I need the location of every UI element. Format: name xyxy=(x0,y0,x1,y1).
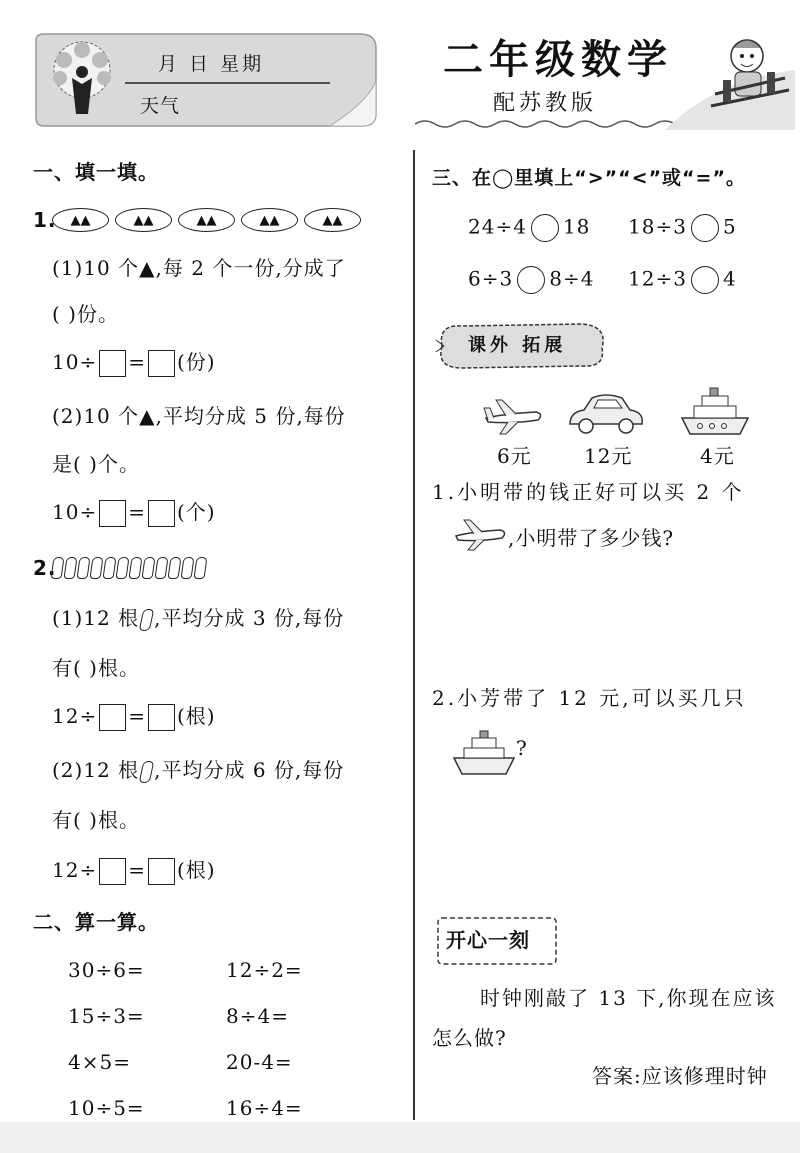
title-banner xyxy=(415,30,795,130)
date-weather-panel xyxy=(30,30,382,128)
compare-item: 18÷3 5 xyxy=(628,214,737,242)
q2-equation1 xyxy=(52,704,216,731)
calc-item: 4×5= xyxy=(68,1050,131,1074)
compare-circle[interactable] xyxy=(691,214,719,242)
section3-heading: 三、在◯里填上“>”“<”或“=”。 xyxy=(432,167,746,189)
q2-number: 2. xyxy=(33,556,57,580)
answer-box[interactable] xyxy=(99,350,126,377)
stick-icon xyxy=(115,557,129,579)
dividend: 12÷ xyxy=(52,858,98,882)
q1-part2-line1: (2)10 个▲,平均分成 5 份,每份 xyxy=(52,404,346,428)
equals-sign: = xyxy=(128,350,146,374)
fun-text-line1: 时钟刚敲了 13 下,你现在应该 xyxy=(480,986,777,1010)
car-icon xyxy=(566,390,646,440)
triangle-pair-icon: ▲▲ xyxy=(241,208,298,232)
triangle-pair-icon: ▲▲ xyxy=(304,208,361,232)
answer-box[interactable] xyxy=(148,858,175,885)
stick-icon xyxy=(180,557,194,579)
equals-sign: = xyxy=(128,500,146,524)
triangle-pair-icon: ▲▲ xyxy=(52,208,109,232)
equals-sign: = xyxy=(128,858,146,882)
ship-icon xyxy=(680,384,750,440)
stick-icon xyxy=(154,557,168,579)
price-label: 6元 xyxy=(497,444,532,468)
price-label: 4元 xyxy=(700,444,735,468)
unit-label: (份) xyxy=(176,350,216,374)
answer-box[interactable] xyxy=(148,350,175,377)
dividend: 10÷ xyxy=(52,500,98,524)
unit-label: (根) xyxy=(176,858,216,882)
triangle-pair-icon: ▲▲ xyxy=(178,208,235,232)
weather-label: 天气 xyxy=(140,95,181,117)
equals-sign: = xyxy=(128,704,146,728)
compare-item: 6÷3 8÷4 xyxy=(468,266,594,294)
stick-icon xyxy=(89,557,103,579)
unit-label: (根) xyxy=(176,704,216,728)
page-bottom-strip xyxy=(0,1122,800,1153)
airplane-icon xyxy=(452,516,508,554)
q1-number: 1. xyxy=(33,208,57,232)
triangle-pair-icon: ▲▲ xyxy=(115,208,172,232)
fun-badge: 开心一刻 xyxy=(446,928,530,952)
book-title: 二年级数学 xyxy=(443,37,673,83)
q2-part2-line2: 有( )根。 xyxy=(52,808,140,832)
sticks-row xyxy=(52,556,208,580)
airplane-icon xyxy=(482,396,544,438)
stick-icon xyxy=(193,557,207,579)
stick-icon xyxy=(63,557,77,579)
answer-box[interactable] xyxy=(99,858,126,885)
unit-label: (个) xyxy=(176,500,216,524)
stick-icon xyxy=(139,609,155,631)
tree-person-icon xyxy=(42,38,122,120)
extension-q2-line2: ? xyxy=(516,736,528,760)
compare-item: 12÷3 4 xyxy=(628,266,737,294)
calc-item: 8÷4= xyxy=(226,1004,289,1028)
calc-item: 15÷3= xyxy=(68,1004,145,1028)
stick-icon xyxy=(50,557,64,579)
q2-equation2 xyxy=(52,858,216,885)
extension-q1-line1: 1.小明带的钱正好可以买 2 个 xyxy=(432,480,745,504)
date-line: 月 日 星期 xyxy=(158,53,265,75)
answer-box[interactable] xyxy=(148,704,175,731)
q2-part1-line1: (1)12 根 ,平均分成 3 份,每份 xyxy=(52,606,345,630)
stick-icon xyxy=(167,557,181,579)
compare-item: 24÷4 18 xyxy=(468,214,590,242)
calc-item: 12÷2= xyxy=(226,958,303,982)
calc-item: 10÷5= xyxy=(68,1096,145,1120)
compare-circle[interactable] xyxy=(691,266,719,294)
fun-text-line2: 怎么做? xyxy=(432,1026,507,1050)
q1-equation1 xyxy=(52,350,216,377)
q1-part1-line1: (1)10 个▲,每 2 个一份,分成了 xyxy=(52,256,346,280)
q1-equation2 xyxy=(52,500,216,527)
calc-item: 16÷4= xyxy=(226,1096,303,1120)
answer-box[interactable] xyxy=(99,500,126,527)
stick-icon xyxy=(102,557,116,579)
extension-q2-line1: 2.小芳带了 12 元,可以买几只 xyxy=(432,686,747,710)
compare-circle[interactable] xyxy=(517,266,545,294)
answer-box[interactable] xyxy=(99,704,126,731)
stick-icon xyxy=(141,557,155,579)
dividend: 10÷ xyxy=(52,350,98,374)
dividend: 12÷ xyxy=(52,704,98,728)
column-divider xyxy=(413,150,415,1120)
section2-heading: 二、算一算。 xyxy=(33,910,159,934)
compare-circle[interactable] xyxy=(531,214,559,242)
triangle-groups xyxy=(52,206,367,234)
price-label: 12元 xyxy=(584,444,633,468)
section1-heading: 一、填一填。 xyxy=(33,160,159,184)
fun-answer: 答案:应该修理时钟 xyxy=(592,1064,768,1088)
q2-part1-line2: 有( )根。 xyxy=(52,656,140,680)
stick-icon xyxy=(139,761,155,783)
ship-icon xyxy=(452,728,516,780)
calc-item: 20-4= xyxy=(226,1050,293,1074)
extension-badge: 课外 拓展 xyxy=(468,335,567,356)
q1-part2-line2: 是( )个。 xyxy=(52,452,140,476)
calc-item: 30÷6= xyxy=(68,958,145,982)
book-subtitle: 配苏教版 xyxy=(493,91,598,116)
stick-icon xyxy=(76,557,90,579)
q2-part2-line1: (2)12 根 ,平均分成 6 份,每份 xyxy=(52,758,345,782)
q1-part1-line2: ( )份。 xyxy=(52,302,119,326)
stick-icon xyxy=(128,557,142,579)
extension-q1-line2: ,小明带了多少钱? xyxy=(508,526,675,550)
answer-box[interactable] xyxy=(148,500,175,527)
